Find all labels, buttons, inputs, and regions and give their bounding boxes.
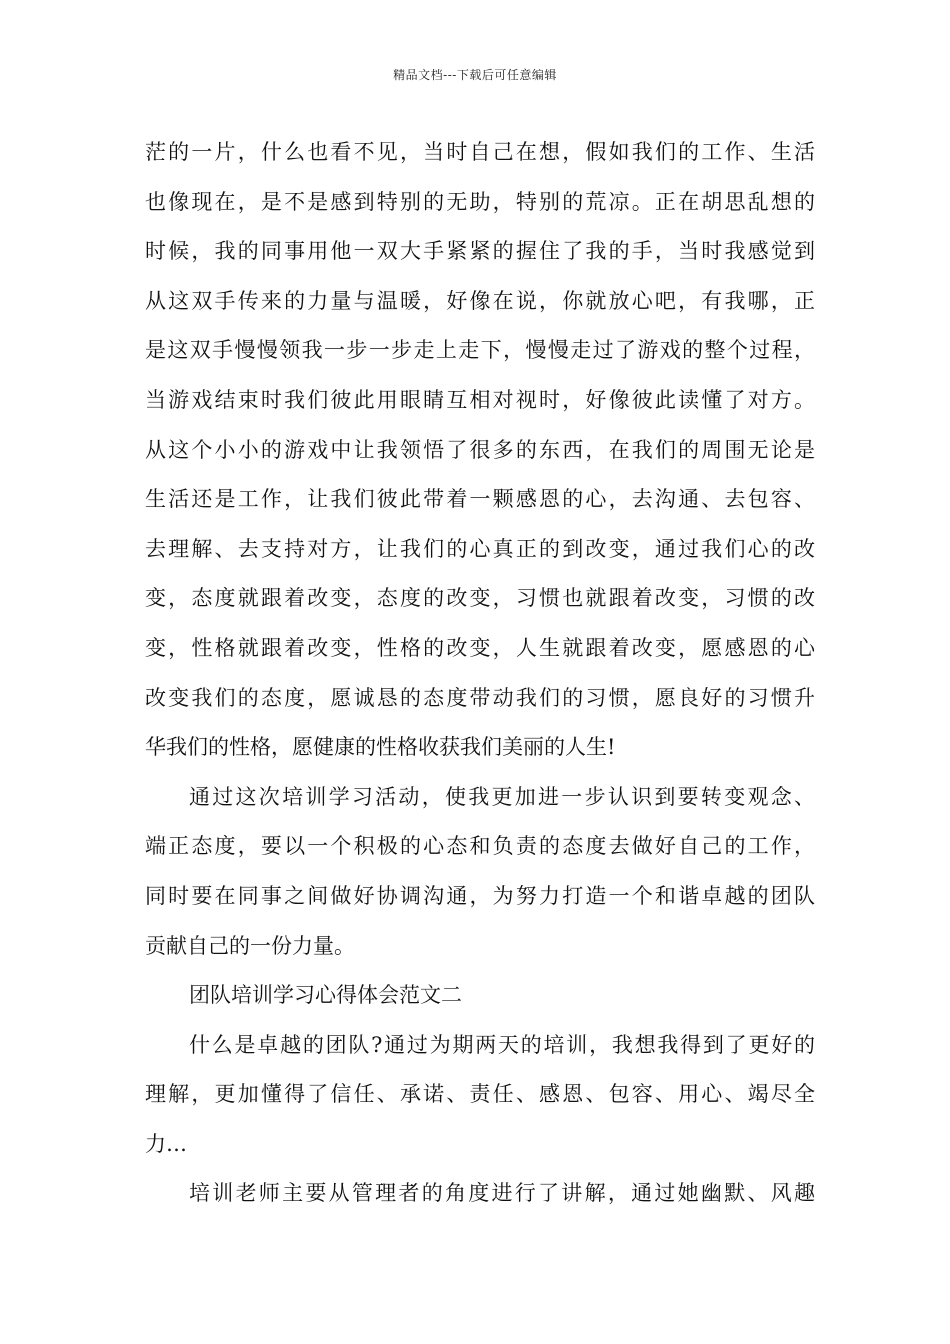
- text-line: 改变我们的态度，愿诚恳的态度带动我们的习惯，愿良好的习惯升: [145, 685, 815, 710]
- text-line: 变，性格就跟着改变，性格的改变，人生就跟着改变，愿感恩的心: [145, 635, 815, 660]
- text-line: 通过这次培训学习活动，使我更加进一步认识到要转变观念、: [189, 784, 815, 809]
- text-line: 端正态度，要以一个积极的心态和负责的态度去做好自己的工作，: [145, 834, 815, 859]
- text-line: 当游戏结束时我们彼此用眼睛互相对视时，好像彼此读懂了对方。: [145, 387, 815, 412]
- text-line: 也像现在，是不是感到特别的无助，特别的荒凉。正在胡思乱想的: [145, 189, 815, 214]
- text-line: 变，态度就跟着改变，态度的改变，习惯也就跟着改变，习惯的改: [145, 586, 815, 611]
- text-line: 华我们的性格，愿健康的性格收获我们美丽的人生!: [145, 735, 616, 760]
- text-line: 时候，我的同事用他一双大手紧紧的握住了我的手，当时我感觉到: [145, 239, 815, 264]
- text-line: 从这双手传来的力量与温暖，好像在说，你就放心吧，有我哪，正: [145, 288, 815, 313]
- text-line: 生活还是工作，让我们彼此带着一颗感恩的心，去沟通、去包容、: [145, 487, 815, 512]
- body-text: [145, 128, 815, 1219]
- text-line: 贡献自己的一份力量。: [145, 933, 355, 958]
- text-line: 是这双手慢慢领我一步一步走上走下，慢慢走过了游戏的整个过程，: [145, 338, 815, 363]
- text-line: 团队培训学习心得体会范文二: [189, 983, 462, 1008]
- text-line: 从这个小小的游戏中让我领悟了很多的东西，在我们的周围无论是: [145, 437, 815, 462]
- text-line: 去理解、去支持对方，让我们的心真正的到改变，通过我们心的改: [145, 536, 815, 561]
- text-line: 茫的一片，什么也看不见，当时自己在想，假如我们的工作、生活: [145, 140, 815, 164]
- text-line: 培训老师主要从管理者的角度进行了讲解，通过她幽默、风趣: [189, 1181, 815, 1206]
- text-line: 力…: [145, 1131, 187, 1156]
- text-line: 理解，更加懂得了信任、承诺、责任、感恩、包容、用心、竭尽全: [145, 1082, 815, 1107]
- text-line: 什么是卓越的团队?通过为期两天的培训，我想我得到了更好的: [189, 1032, 815, 1057]
- text-line: 同时要在同事之间做好协调沟通，为努力打造一个和谐卓越的团队: [145, 883, 815, 908]
- page-header: 精品文档---下载后可任意编辑: [393, 68, 557, 82]
